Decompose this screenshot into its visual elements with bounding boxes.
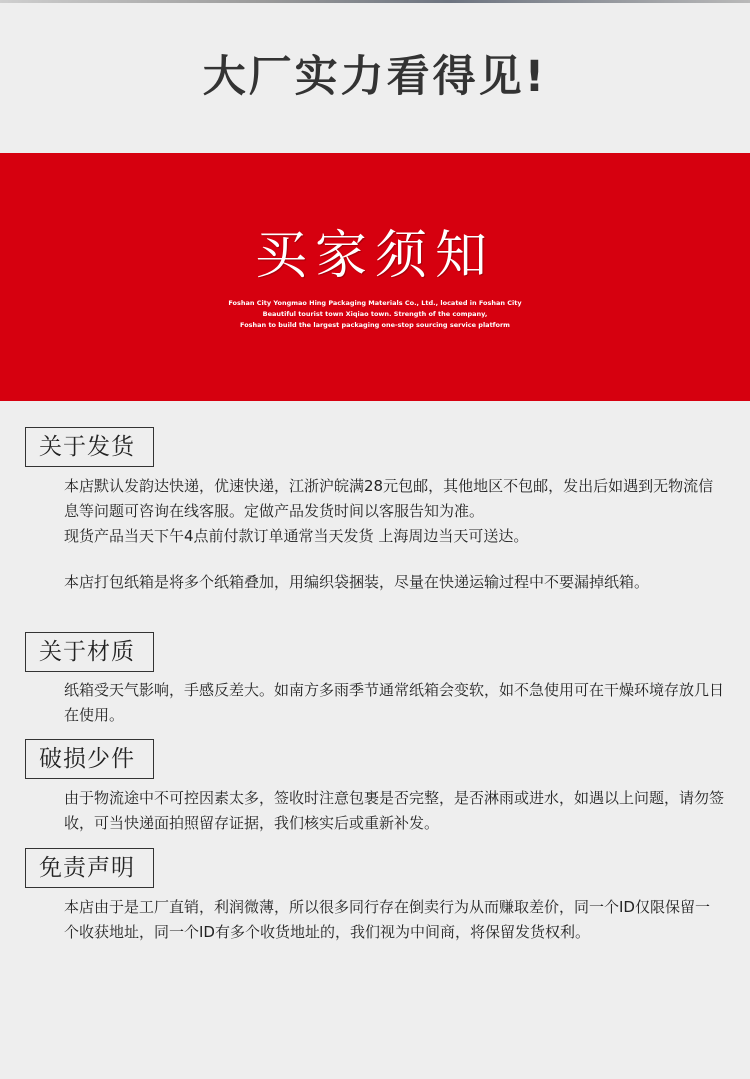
banner-subtitle-line: Foshan City Yongmao Hing Packaging Materials Co., Ltd., located in Foshan City — [228, 299, 522, 307]
section-paragraph: 纸箱受天气影响，手感反差大。如南方多雨季节通常纸箱会变软，如不急使用可在干燥环境存放几日在使用。 — [64, 681, 725, 724]
section-title: 免责声明 — [25, 848, 154, 888]
section-title: 关于发货 — [25, 427, 154, 467]
section-paragraph: 本店打包纸箱是将多个纸箱叠加，用编织袋捆装，尽量在快递运输过程中不要漏掉纸箱。 — [64, 573, 650, 591]
top-image-strip — [0, 0, 750, 3]
notice-banner — [0, 153, 750, 401]
banner-title: 买家须知 — [254, 226, 495, 286]
section-body — [64, 895, 724, 945]
section-paragraph: 本店默认发韵达快递，优速快递，江浙沪皖满28元包邮，其他地区不包邮，发出后如遇到无物流信息等问题可咨询在线客服。定做产品发货时间以客服告知为准。 — [64, 477, 714, 520]
section-body — [64, 678, 724, 728]
section-body — [64, 786, 724, 836]
section-paragraph: 由于物流途中不可控因素太多，签收时注意包裹是否完整，是否淋雨或进水，如遇以上问题，请勿签收，可当快递面拍照留存证据，我们核实后或重新补发。 — [64, 789, 725, 832]
section-title: 关于材质 — [25, 632, 154, 672]
section-title: 破损少件 — [25, 739, 154, 779]
section-paragraph: 本店由于是工厂直销，利润微薄，所以很多同行存在倒卖行为从而赚取差价，同一个ID仅限保留一个收获地址，同一个ID有多个收货地址的，我们视为中间商，将保留发货权利。 — [64, 898, 710, 941]
banner-subtitle-line: Foshan to build the largest packaging one-stop sourcing service platform — [240, 321, 510, 329]
banner-subtitle-line: Beautiful tourist town Xiqiao town. Strength of the company, — [262, 310, 488, 318]
banner-subtitle — [0, 298, 750, 331]
headline: 大厂实力看得见! — [202, 52, 548, 102]
section-paragraph: 现货产品当天下午4点前付款订单通常当天发货 上海周边当天可送达。 — [64, 527, 529, 545]
section-body — [64, 474, 724, 595]
